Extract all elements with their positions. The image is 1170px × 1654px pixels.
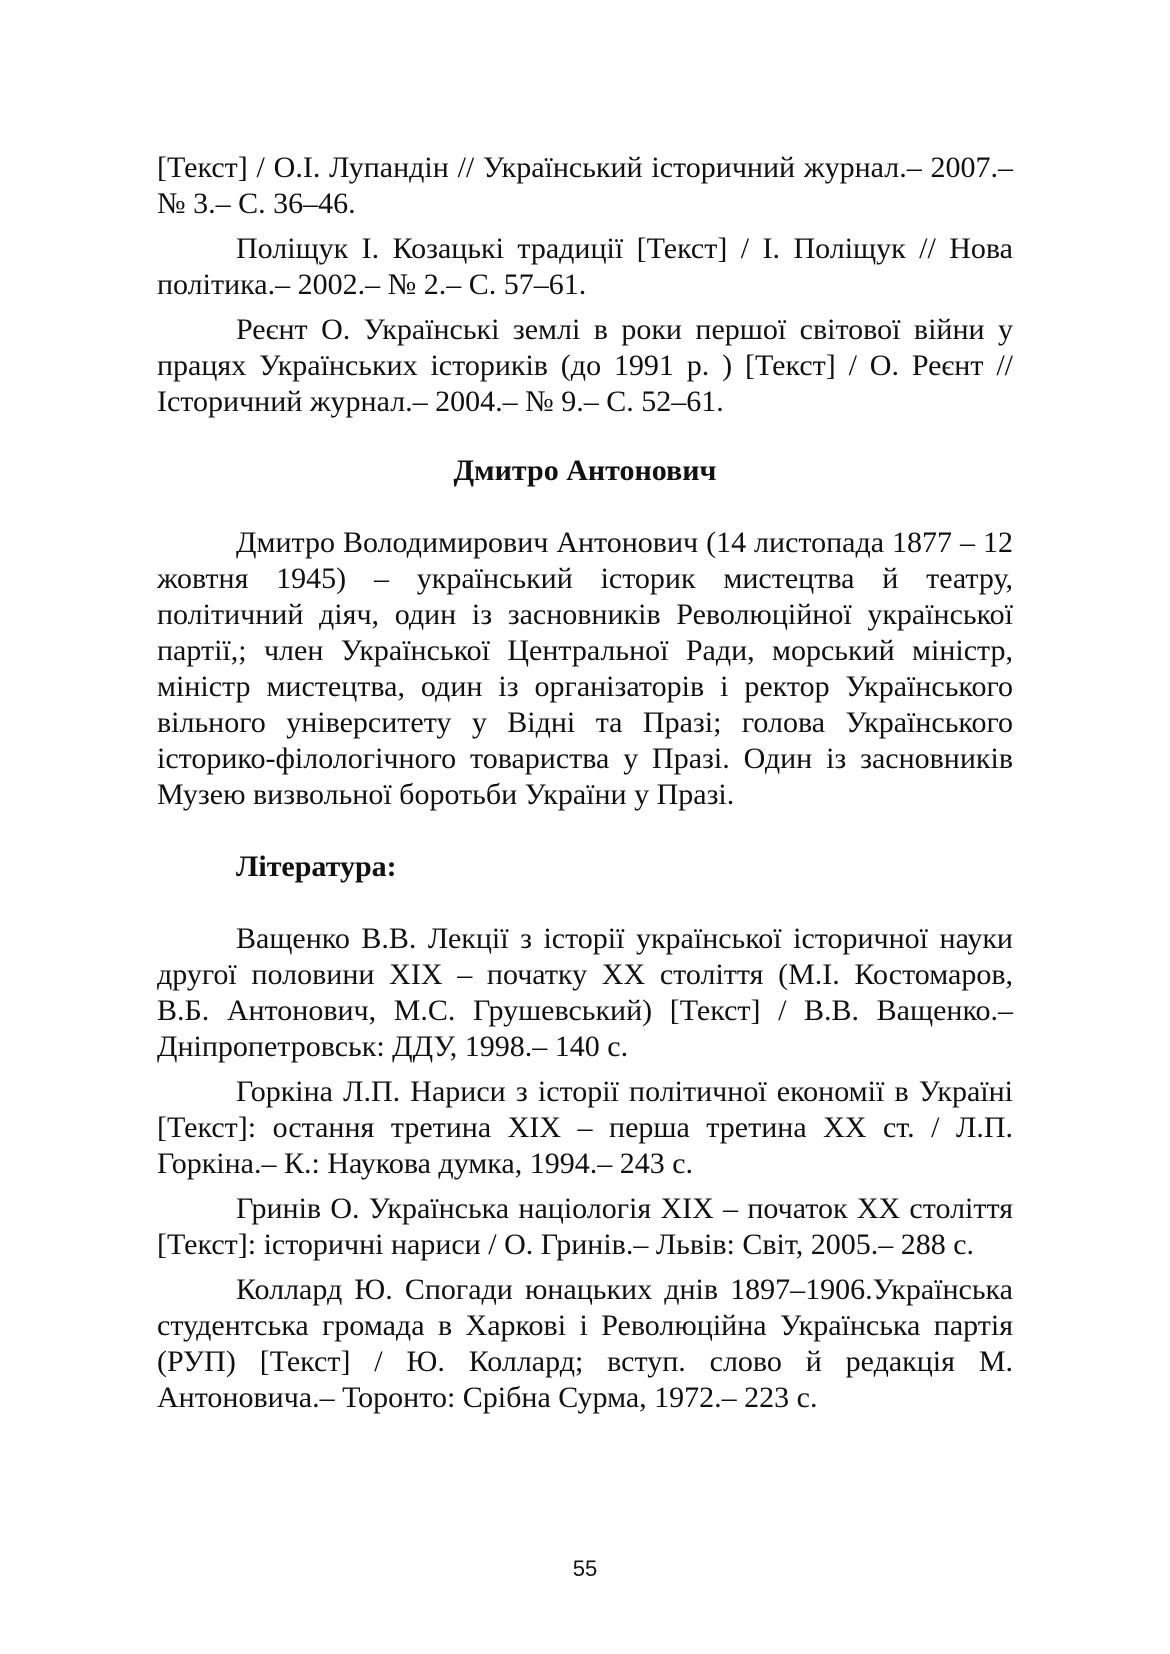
reference-continued: [Текст] / О.І. Лупандін // Український історичний журнал.– 2007.– № 3.– С. 36–46. <box>157 151 1013 220</box>
reference-entry: Реєнт О. Українські землі в роки першої світової війни у працях Українських істориків (до 1991 р. ) [Текст] / О. Реєнт // Історичний журнал.– 2004.– № 9.– С. 52–61. <box>157 313 1013 418</box>
reference-entry: Поліщук І. Козацькі традиції [Текст] / І. Поліщук // Нова політика.– 2002.– № 2.– С. 57–61. <box>157 232 1013 301</box>
page-content <box>157 150 1013 1425</box>
literature-entry: Ващенко В.В. Лекції з історії української історичної науки другої половини XIX – початку XX століття (М.І. Костомаров, В.Б. Антонович, М.С. Грушевський) [Текст] / В.В. Ващенко.– Дніпропетровськ: ДДУ, 1998.– 140 с. <box>157 922 1013 1063</box>
section-title: Дмитро Антонович <box>453 454 717 487</box>
biography-paragraph: Дмитро Володимирович Антонович (14 листопада 1877 – 12 жовтня 1945) – український історик мистецтва й театру, політичний діяч, один із засновників Революційної української партії,; член Української Центральної Ради, морський міністр, міністр мистецтва, один із організаторів і ректор Українського вільного університету у Відні та Празі; голова Українського історико-філологічного товариства у Празі. Один із засновників Музею визвольної боротьби України у Празі. <box>157 526 1013 811</box>
literature-entry: Горкіна Л.П. Нариси з історії політичної економії в Україні [Текст]: остання третина XIX – перша третина XX ст. / Л.П. Горкіна.– К.: Наукова думка, 1994.– 243 с. <box>157 1075 1013 1180</box>
literature-entry: Коллард Ю. Спогади юнацьких днів 1897–1906.Українська студентська громада в Харкові і Революційна Українська партія (РУП) [Текст] / Ю. Коллард; вступ. слово й редакція М. Антоновича.– Торонто: Срібна Сурма, 1972.– 223 с. <box>157 1273 1013 1414</box>
literature-heading: Література: <box>236 850 397 883</box>
page-number: 55 <box>572 1556 598 1581</box>
literature-entry: Гринів О. Українська націологія XIX – початок XX століття [Текст]: історичні нариси / О. Гринів.– Львів: Світ, 2005.– 288 с. <box>157 1192 1013 1261</box>
